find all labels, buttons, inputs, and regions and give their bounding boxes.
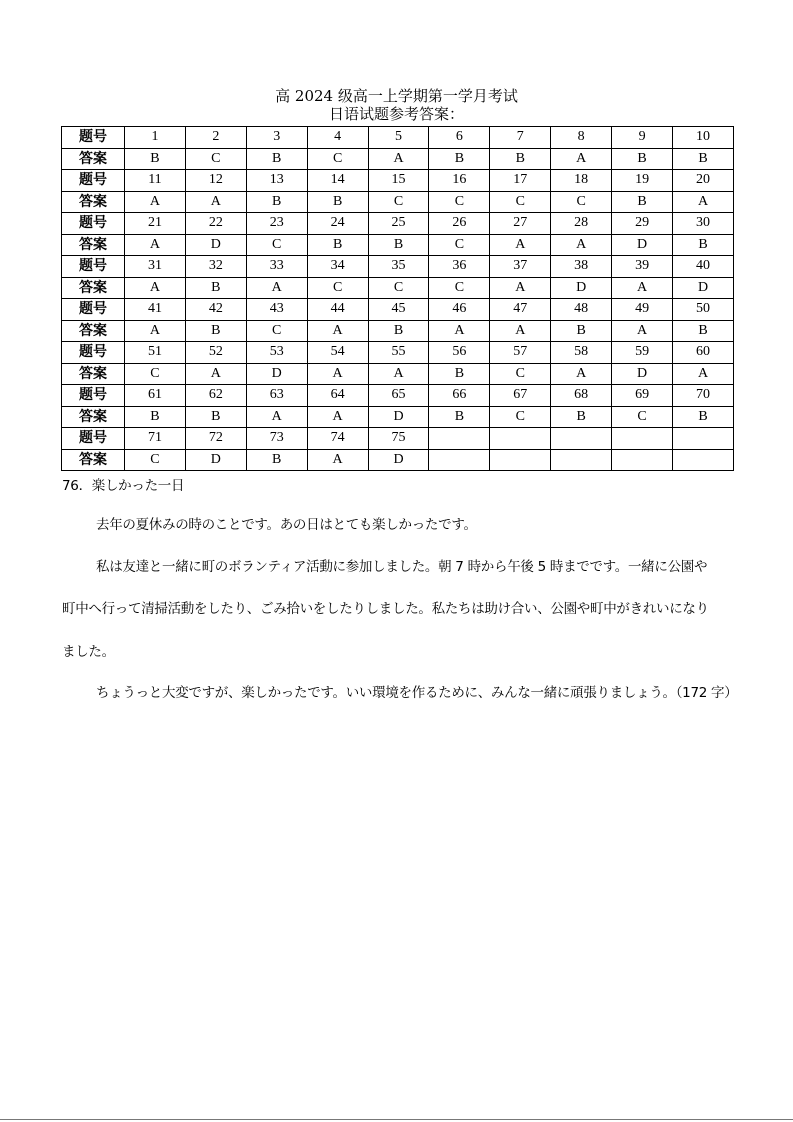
- answer-row: [62, 406, 734, 428]
- answer-cell: C: [429, 277, 490, 299]
- question-number-row: [62, 428, 734, 450]
- question-label: 题号: [62, 299, 125, 321]
- answer-label: 答案: [62, 191, 125, 213]
- answer-cell: A: [368, 148, 429, 170]
- answer-cell: A: [307, 406, 368, 428]
- question-number-cell: 67: [490, 385, 551, 407]
- question-number-cell: 71: [125, 428, 186, 450]
- question-number-cell: 54: [307, 342, 368, 364]
- answer-cell: D: [368, 449, 429, 471]
- answer-cell: A: [246, 277, 307, 299]
- answer-cell: C: [490, 406, 551, 428]
- question-number-cell: 74: [307, 428, 368, 450]
- essay-paragraph-3: ちょうっと大変ですが、楽しかったです。いい環境を作るために、みんな一緒に頑張りましょう。（172 字）: [96, 685, 738, 701]
- answer-cell: A: [551, 363, 612, 385]
- question-number-row: [62, 299, 734, 321]
- question-number-cell: 40: [673, 256, 734, 278]
- question-number-cell: 2: [185, 127, 246, 149]
- question-number-cell: 1: [125, 127, 186, 149]
- answer-table: [61, 126, 734, 471]
- answer-cell: B: [673, 406, 734, 428]
- answer-cell: C: [551, 191, 612, 213]
- answer-row: [62, 148, 734, 170]
- question-number-cell: 27: [490, 213, 551, 235]
- question-number-cell: 11: [125, 170, 186, 192]
- answer-cell: [429, 449, 490, 471]
- question-number-cell: 51: [125, 342, 186, 364]
- answer-cell: B: [246, 449, 307, 471]
- answer-cell: B: [185, 320, 246, 342]
- answer-cell: D: [185, 234, 246, 256]
- question-number-cell: 64: [307, 385, 368, 407]
- question-number-cell: 49: [612, 299, 673, 321]
- question-number-cell: 20: [673, 170, 734, 192]
- answer-cell: C: [490, 191, 551, 213]
- answer-row: [62, 277, 734, 299]
- answer-label: 答案: [62, 406, 125, 428]
- essay-paragraph-2-line-2: 町中へ行って清掃活動をしたり、ごみ拾いをしたりしました。私たちは助け合い、公園や町中がきれいになり: [62, 601, 709, 617]
- answer-cell: A: [125, 234, 186, 256]
- question-number-cell: 29: [612, 213, 673, 235]
- question-number-cell: 6: [429, 127, 490, 149]
- answer-cell: B: [612, 148, 673, 170]
- question-number-row: [62, 385, 734, 407]
- answer-cell: A: [612, 277, 673, 299]
- question-number-cell: 69: [612, 385, 673, 407]
- answer-cell: A: [490, 277, 551, 299]
- answer-cell: A: [551, 234, 612, 256]
- answer-cell: C: [307, 148, 368, 170]
- essay-paragraph-1: 去年の夏休みの時のことです。あの日はとても楽しかったです。: [96, 517, 477, 533]
- essay-heading: 76．楽しかった一日: [62, 478, 185, 494]
- answer-cell: A: [125, 277, 186, 299]
- question-number-cell: 65: [368, 385, 429, 407]
- answer-cell: B: [551, 320, 612, 342]
- answer-cell: D: [368, 406, 429, 428]
- document-title: 高 2024 级高一上学期第一学月考试: [275, 87, 518, 105]
- answer-cell: B: [307, 234, 368, 256]
- page-bottom-divider: [0, 1119, 793, 1120]
- question-number-cell: 75: [368, 428, 429, 450]
- answer-cell: C: [612, 406, 673, 428]
- answer-cell: [612, 449, 673, 471]
- question-number-cell: 52: [185, 342, 246, 364]
- answer-cell: D: [673, 277, 734, 299]
- question-number-cell: 10: [673, 127, 734, 149]
- question-number-cell: 66: [429, 385, 490, 407]
- question-number-cell: 23: [246, 213, 307, 235]
- answer-cell: C: [185, 148, 246, 170]
- answer-cell: C: [246, 320, 307, 342]
- question-number-cell: 72: [185, 428, 246, 450]
- question-number-cell: [673, 428, 734, 450]
- answer-label: 答案: [62, 148, 125, 170]
- question-number-cell: 3: [246, 127, 307, 149]
- answer-cell: A: [429, 320, 490, 342]
- question-number-cell: 56: [429, 342, 490, 364]
- question-label: 题号: [62, 127, 125, 149]
- question-number-cell: 57: [490, 342, 551, 364]
- answer-label: 答案: [62, 234, 125, 256]
- question-number-cell: 17: [490, 170, 551, 192]
- question-number-cell: 13: [246, 170, 307, 192]
- question-number-cell: 28: [551, 213, 612, 235]
- answer-cell: D: [185, 449, 246, 471]
- question-number-cell: 42: [185, 299, 246, 321]
- answer-cell: C: [368, 191, 429, 213]
- question-number-cell: 32: [185, 256, 246, 278]
- answer-cell: B: [490, 148, 551, 170]
- question-number-cell: 12: [185, 170, 246, 192]
- answer-cell: [551, 449, 612, 471]
- question-number-cell: 50: [673, 299, 734, 321]
- answer-cell: B: [673, 234, 734, 256]
- question-number-row: [62, 342, 734, 364]
- question-number-cell: 14: [307, 170, 368, 192]
- question-label: 题号: [62, 170, 125, 192]
- question-number-cell: 24: [307, 213, 368, 235]
- answer-cell: C: [490, 363, 551, 385]
- question-number-cell: 25: [368, 213, 429, 235]
- question-number-cell: [551, 428, 612, 450]
- question-number-cell: 9: [612, 127, 673, 149]
- answer-row: [62, 320, 734, 342]
- question-number-cell: 4: [307, 127, 368, 149]
- question-number-cell: 34: [307, 256, 368, 278]
- answer-cell: A: [185, 191, 246, 213]
- question-number-cell: 44: [307, 299, 368, 321]
- question-label: 题号: [62, 342, 125, 364]
- question-number-cell: 41: [125, 299, 186, 321]
- question-number-cell: 16: [429, 170, 490, 192]
- question-number-cell: 58: [551, 342, 612, 364]
- answer-cell: C: [429, 234, 490, 256]
- answer-label: 答案: [62, 363, 125, 385]
- answer-cell: B: [612, 191, 673, 213]
- question-number-cell: 8: [551, 127, 612, 149]
- answer-cell: B: [307, 191, 368, 213]
- answer-cell: D: [246, 363, 307, 385]
- answer-cell: A: [307, 320, 368, 342]
- answer-label: 答案: [62, 449, 125, 471]
- answer-cell: C: [429, 191, 490, 213]
- question-number-cell: 62: [185, 385, 246, 407]
- question-number-cell: 22: [185, 213, 246, 235]
- answer-cell: B: [673, 148, 734, 170]
- question-number-cell: 33: [246, 256, 307, 278]
- question-number-cell: 43: [246, 299, 307, 321]
- question-number-cell: 5: [368, 127, 429, 149]
- question-number-cell: 37: [490, 256, 551, 278]
- answer-cell: A: [368, 363, 429, 385]
- answer-cell: B: [429, 148, 490, 170]
- answer-cell: B: [125, 148, 186, 170]
- answer-cell: B: [429, 406, 490, 428]
- question-number-cell: 38: [551, 256, 612, 278]
- document-subtitle: 日语试题参考答案：: [328, 105, 464, 123]
- answer-row: [62, 191, 734, 213]
- question-number-row: [62, 213, 734, 235]
- answer-row: [62, 234, 734, 256]
- question-number-cell: 21: [125, 213, 186, 235]
- answer-cell: B: [246, 148, 307, 170]
- question-number-row: [62, 170, 734, 192]
- question-number-cell: 19: [612, 170, 673, 192]
- answer-row: [62, 363, 734, 385]
- question-number-cell: 59: [612, 342, 673, 364]
- question-label: 题号: [62, 385, 125, 407]
- essay-paragraph-2-line-3: ました。: [62, 644, 115, 660]
- answer-cell: A: [125, 320, 186, 342]
- question-number-cell: 55: [368, 342, 429, 364]
- question-number-cell: 7: [490, 127, 551, 149]
- question-label: 题号: [62, 213, 125, 235]
- answer-cell: C: [125, 363, 186, 385]
- answer-cell: A: [307, 449, 368, 471]
- answer-cell: A: [246, 406, 307, 428]
- essay-paragraph-2-line-1: 私は友達と一緒に町のボランティア活動に参加しました。朝 7 時から午後 5 時までです。一緒に公園や: [96, 559, 708, 575]
- question-number-cell: 47: [490, 299, 551, 321]
- question-number-row: [62, 256, 734, 278]
- answer-cell: [673, 449, 734, 471]
- question-number-cell: 61: [125, 385, 186, 407]
- answer-cell: C: [125, 449, 186, 471]
- answer-cell: B: [185, 277, 246, 299]
- question-number-cell: 70: [673, 385, 734, 407]
- answer-cell: B: [125, 406, 186, 428]
- answer-cell: D: [612, 363, 673, 385]
- answer-cell: B: [368, 320, 429, 342]
- question-number-cell: 31: [125, 256, 186, 278]
- question-number-cell: [612, 428, 673, 450]
- question-number-cell: 18: [551, 170, 612, 192]
- answer-label: 答案: [62, 320, 125, 342]
- question-number-cell: 45: [368, 299, 429, 321]
- question-number-cell: 30: [673, 213, 734, 235]
- question-label: 题号: [62, 256, 125, 278]
- answer-cell: D: [612, 234, 673, 256]
- answer-cell: A: [185, 363, 246, 385]
- answer-cell: B: [368, 234, 429, 256]
- answer-cell: C: [307, 277, 368, 299]
- answer-cell: B: [673, 320, 734, 342]
- question-number-cell: 35: [368, 256, 429, 278]
- question-number-cell: [490, 428, 551, 450]
- answer-cell: B: [246, 191, 307, 213]
- question-number-cell: 15: [368, 170, 429, 192]
- answer-cell: B: [551, 406, 612, 428]
- question-label: 题号: [62, 428, 125, 450]
- answer-cell: A: [673, 363, 734, 385]
- answer-cell: A: [673, 191, 734, 213]
- question-number-cell: 53: [246, 342, 307, 364]
- question-number-cell: 46: [429, 299, 490, 321]
- answer-cell: B: [185, 406, 246, 428]
- question-number-cell: 48: [551, 299, 612, 321]
- question-number-cell: 73: [246, 428, 307, 450]
- question-number-cell: 26: [429, 213, 490, 235]
- question-number-cell: 63: [246, 385, 307, 407]
- answer-cell: A: [551, 148, 612, 170]
- answer-cell: A: [490, 320, 551, 342]
- answer-cell: A: [125, 191, 186, 213]
- answer-cell: C: [246, 234, 307, 256]
- question-number-cell: 68: [551, 385, 612, 407]
- answer-row: [62, 449, 734, 471]
- answer-cell: A: [307, 363, 368, 385]
- answer-cell: D: [551, 277, 612, 299]
- question-number-cell: 60: [673, 342, 734, 364]
- question-number-cell: 39: [612, 256, 673, 278]
- answer-cell: A: [490, 234, 551, 256]
- answer-cell: [490, 449, 551, 471]
- question-number-cell: [429, 428, 490, 450]
- question-number-row: [62, 127, 734, 149]
- answer-cell: C: [368, 277, 429, 299]
- answer-label: 答案: [62, 277, 125, 299]
- question-number-cell: 36: [429, 256, 490, 278]
- answer-cell: B: [429, 363, 490, 385]
- answer-cell: A: [612, 320, 673, 342]
